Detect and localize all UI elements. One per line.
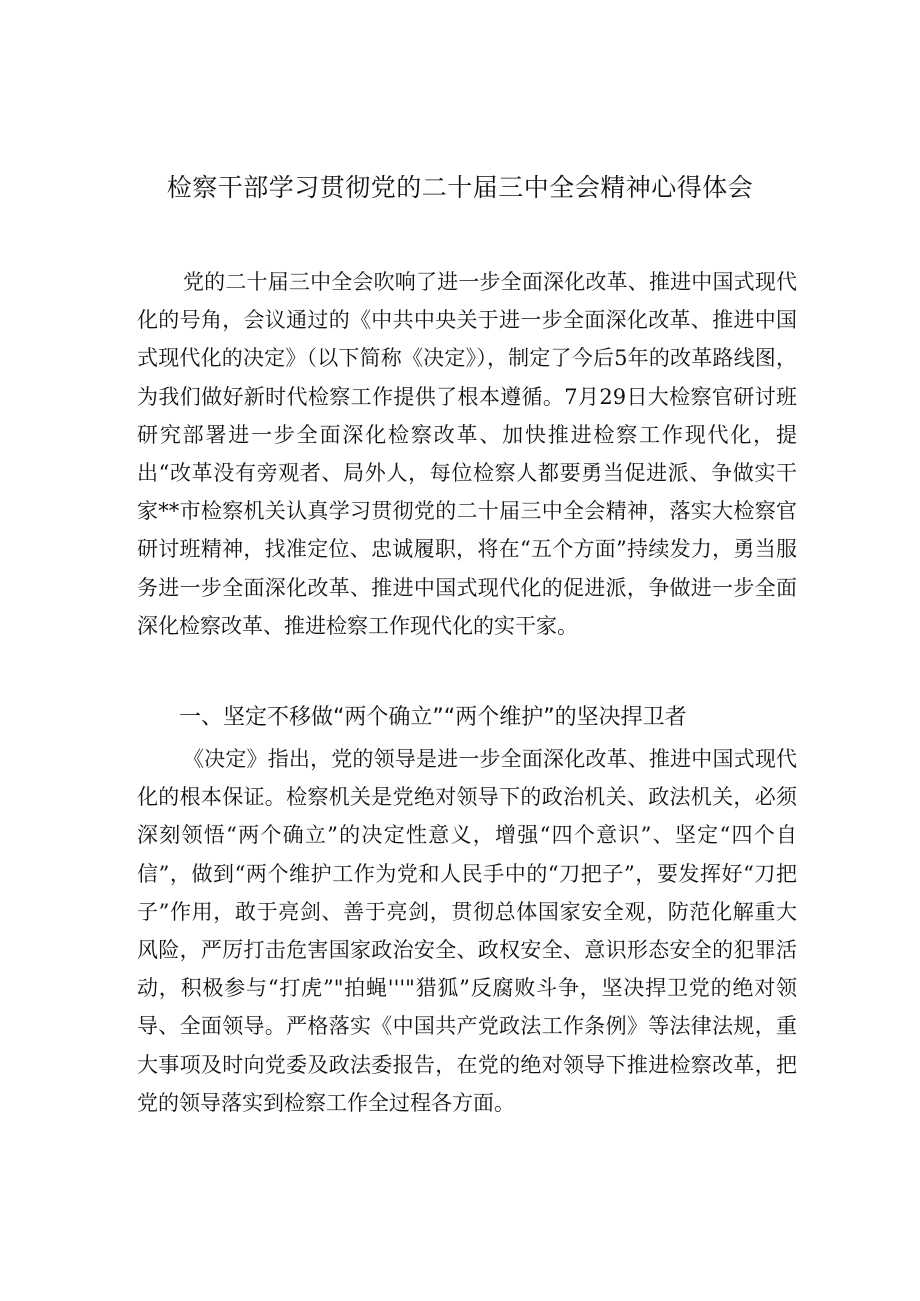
section-heading: 一、坚定不移做“两个确立”“两个维护”的坚决捍卫者: [179, 705, 687, 730]
intro-paragraph: 党的二十届三中全会吹响了进一步全面深化改革、推进中国式现代化的号角，会议通过的《中共中央关于进一步全面深化改革、推进中国式现代化的决定》（以下简称《决定》），制定了今后5年的改革路线图，为我们做好新时代检察工作提供了根本遵循。7月29日大检察官研讨班研究部署进一步全面深化检察改革、加快推进检察工作现代化，提出“改革没有旁观者、局外人，每位检察人都要勇当促进派、争做实干家**市检察机关认真学习贯彻党的二十届三中全会精神，落实大检察官研讨班精神，找准定位、忠诚履职，将在“五个方面”持续发力，勇当服务进一步全面深化改革、推进中国式现代化的促进派，争做进一步全面深化检察改革、推进检察工作现代化的实干家。: [137, 270, 797, 638]
document-title: 检察干部学习贯彻党的二十届三中全会精神心得体会: [166, 173, 754, 202]
section-paragraph: 《决定》指出，党的领导是进一步全面深化改革、推进中国式现代化的根本保证。检察机关是党绝对领导下的政治机关、政法机关，必须深刻领悟“两个确立”的决定性意义，增强“四个意识”、坚定“四个自信”，做到“两个维护工作为党和人民手中的“刀把子”，要发挥好“刀把子”作用，敢于亮剑、善于亮剑，贯彻总体国家安全观，防范化解重大风险，严厉打击危害国家政治安全、政权安全、意识形态安全的犯罪活动，积极参与“打虎”"拍蝇'''"猎狐”反腐败斗争，坚决捍卫党的绝对领导、全面领导。严格落实《中国共产党政法工作条例》等法律法规，重大事项及时向党委及政法委报告，在党的绝对领导下推进检察改革，把党的领导落实到检察工作全过程各方面。: [137, 747, 797, 1115]
